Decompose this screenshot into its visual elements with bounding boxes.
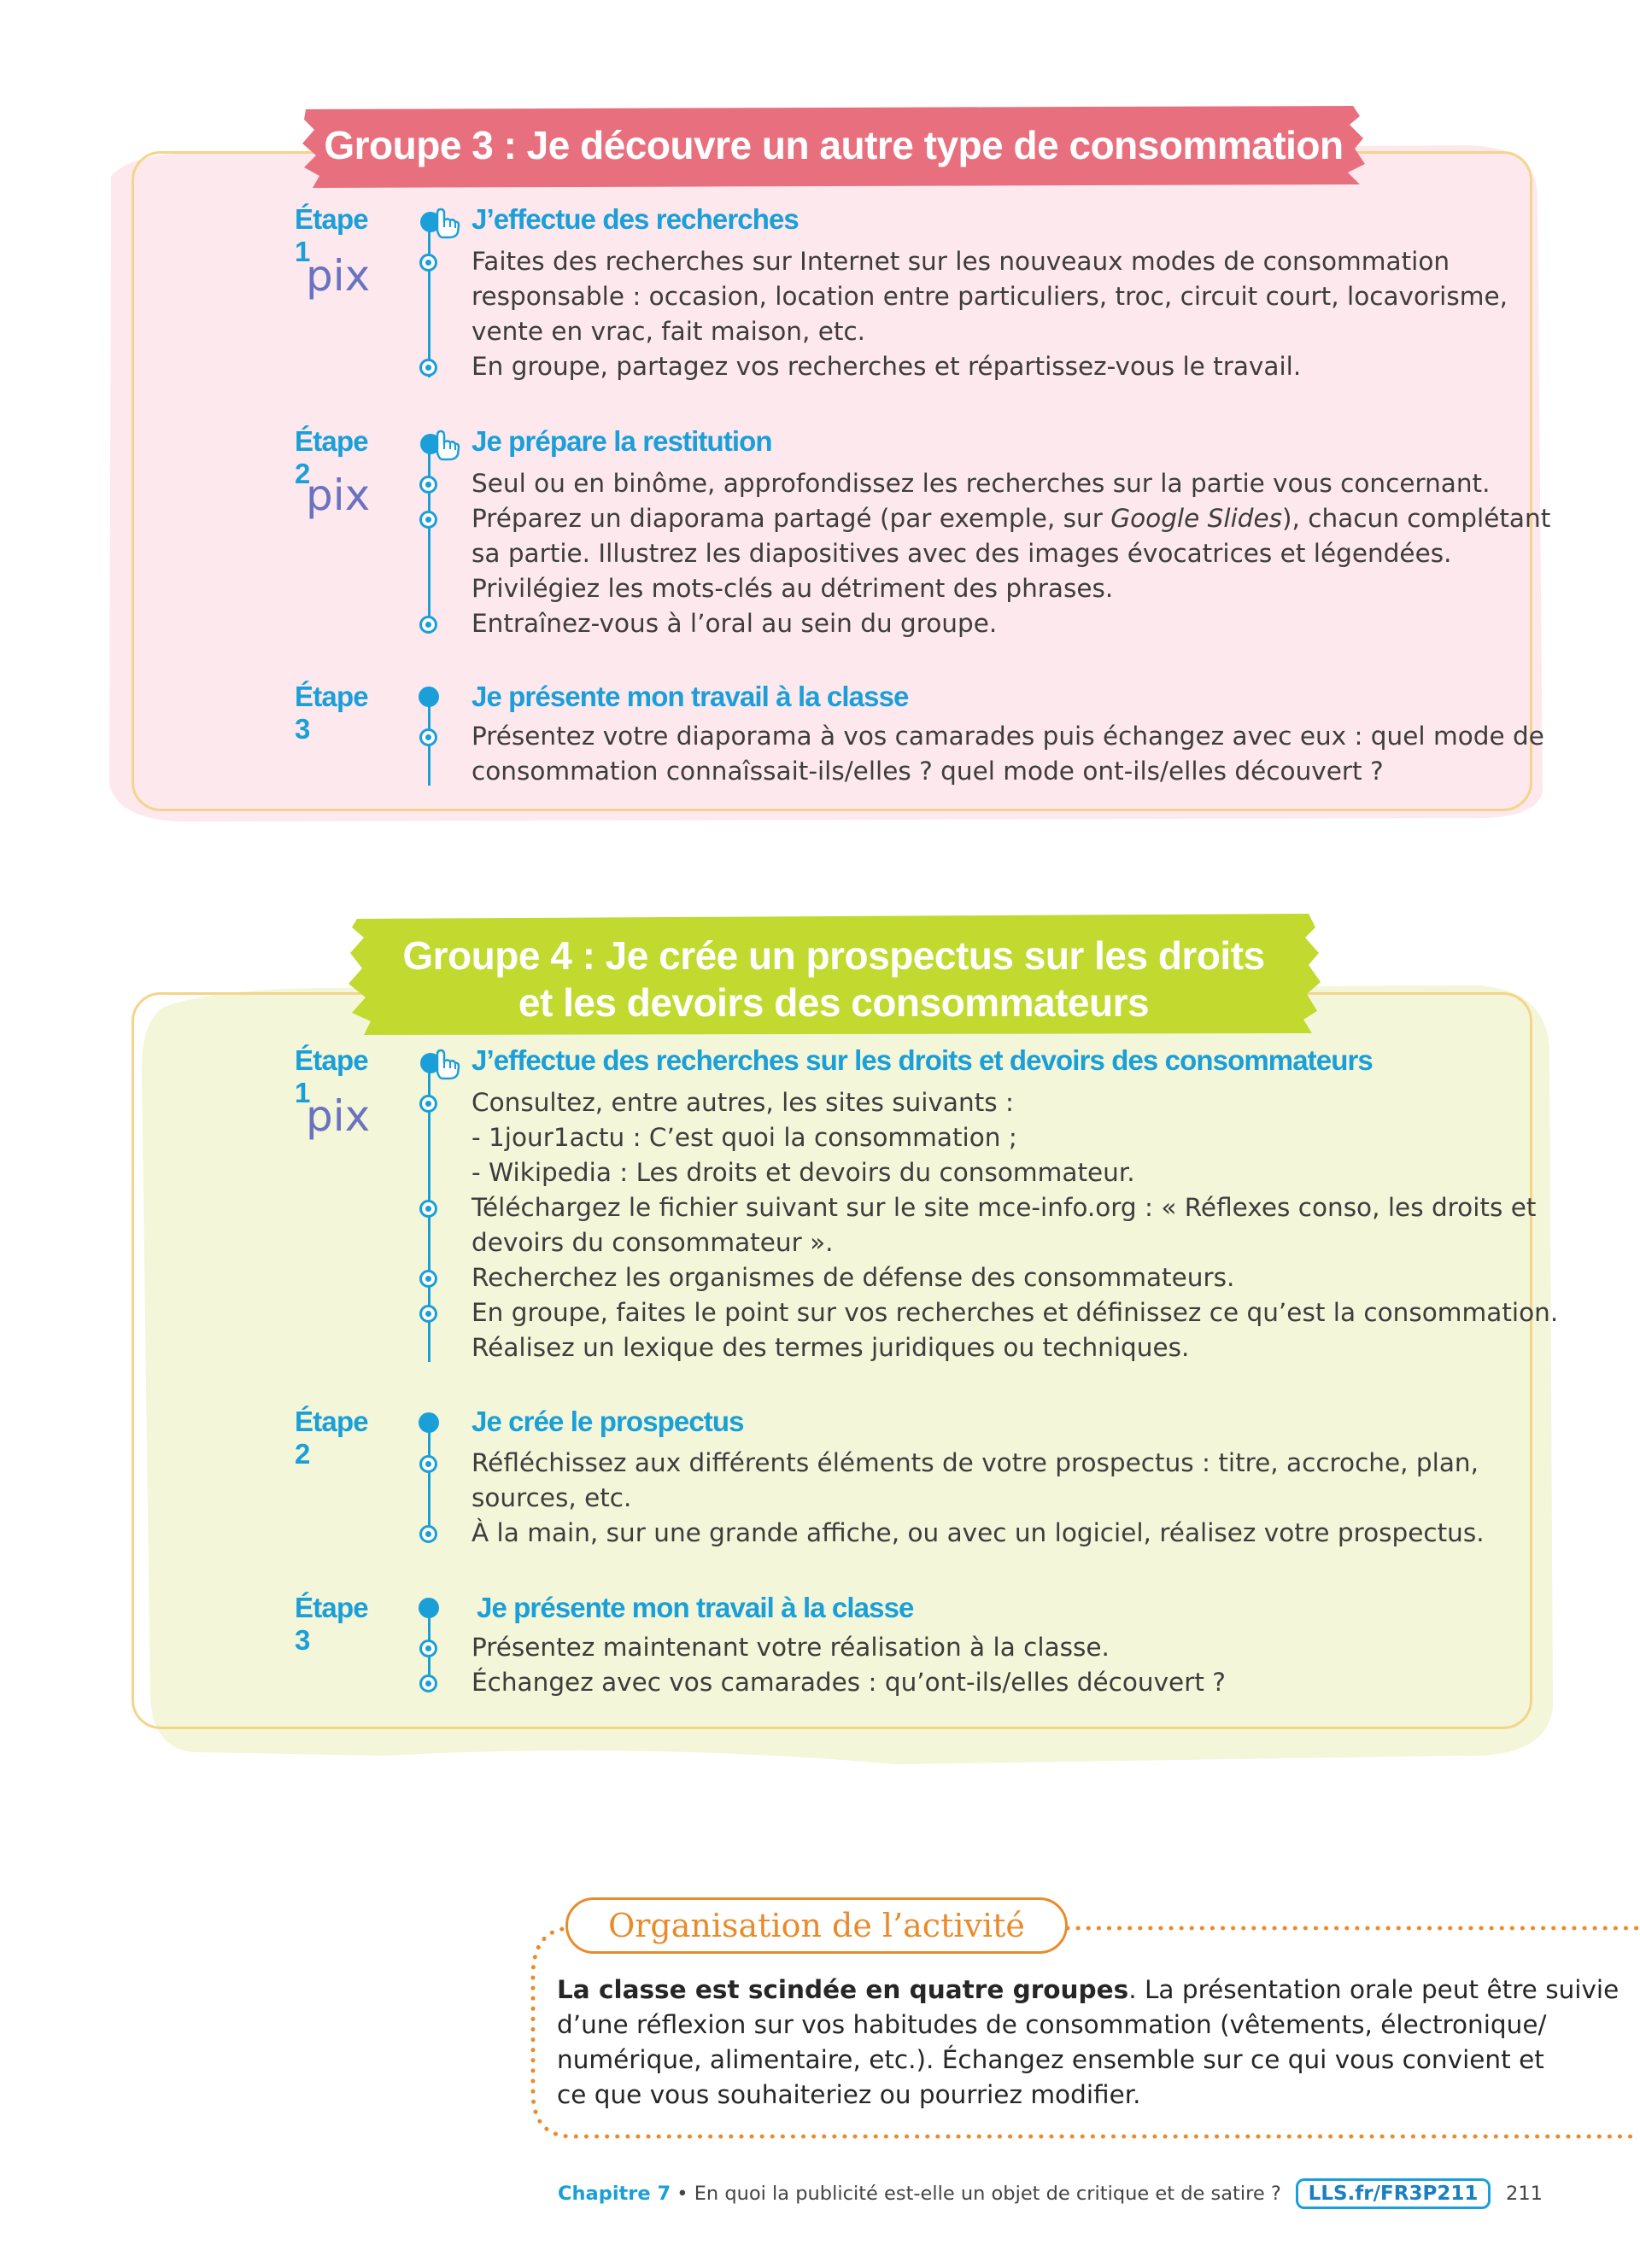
bullet-ring-icon (419, 1270, 437, 1288)
etape-label: Étape 1 (295, 203, 368, 267)
text-segment: . La présentation orale peut être suivie (1128, 1975, 1620, 2004)
pix-logo-text: pix (306, 1093, 371, 1141)
text-line: Entraînez-vous à l’oral au sein du groupe. (472, 609, 998, 638)
pix-logo-text: pix (306, 253, 371, 301)
bullet-ring-icon (419, 1455, 437, 1473)
etape-label: Étape 3 (295, 1592, 368, 1656)
timeline-line (428, 446, 430, 634)
text-line: sources, etc. (472, 1483, 632, 1512)
bullet-ring-icon (419, 511, 437, 529)
text-line: responsable : occasion, location entre particuliers, troc, circuit court, locavorisme, (472, 282, 1508, 311)
text-line: Présentez maintenant votre réalisation à la classe. (472, 1633, 1110, 1662)
organisation-line: numérique, alimentaire, etc.). Échangez ensemble sur ce qui vous convient et (557, 2045, 1544, 2074)
step-title: Je crée le prospectus (472, 1406, 744, 1437)
bullet-ring-icon (419, 728, 437, 746)
pix-logo-icon (306, 253, 383, 301)
text-line: sa partie. Illustrez les diapositives avec des images évocatrices et légendées. (472, 539, 1452, 568)
text-line: Seul ou en binôme, approfondissez les recherches sur la partie vous concernant. (472, 469, 1491, 498)
lls-link[interactable]: LLS.fr/FR3P211 (1296, 2178, 1491, 2209)
organisation-line (557, 1973, 1619, 2008)
etape-label: Étape 1 (295, 1044, 368, 1108)
bullet-ring-icon (419, 254, 437, 272)
bullet-ring-icon (419, 616, 437, 634)
bullet-ring-icon (419, 359, 437, 377)
text-line: Présentez votre diaporama à vos camarades puis échangez avec eux : quel mode de (472, 722, 1544, 751)
text-line: En groupe, partagez vos recherches et répartissez-vous le travail. (472, 352, 1302, 381)
text-line: Échangez avec vos camarades : qu’ont-ils/elles découvert ? (472, 1668, 1226, 1697)
bullet-ring-icon (419, 1200, 437, 1218)
text-line: - 1jour1actu : C’est quoi la consommation ; (472, 1123, 1017, 1152)
text-line: Consultez, entre autres, les sites suivants : (472, 1088, 1014, 1117)
bullet-ring-icon (419, 1525, 437, 1543)
group3-title: Groupe 3 : Je découvre un autre type de consommation (324, 123, 1344, 167)
organisation-title: Organisation de l’activité (565, 1897, 1068, 1954)
text-line: devoirs du consommateur ». (472, 1228, 834, 1257)
text-line: À la main, sur une grande affiche, ou avec un logiciel, réalisez votre prospectus. (472, 1518, 1485, 1547)
step-title: Je présente mon travail à la classe (477, 1592, 914, 1623)
timeline-dot-icon (419, 687, 439, 707)
text-segment: ), chacun complétant (1282, 504, 1551, 533)
separator: • (671, 2183, 694, 2205)
text-line: consommation connaîssait-ils/elles ? quel mode ont-ils/elles découvert ? (472, 757, 1384, 786)
bullet-ring-icon (419, 476, 437, 494)
organisation-bold-lead: La classe est scindée en quatre groupes (557, 1975, 1129, 2004)
group4-title-line-2: et les devoirs des consommateurs (518, 980, 1150, 1025)
chapter-label: Chapitre 7 (558, 2183, 671, 2205)
timeline-dot-icon (419, 1412, 439, 1433)
text-line: Téléchargez le fichier suivant sur le site mce-info.org : « Réflexes conso, les droits et (472, 1193, 1537, 1222)
text-line: - Wikipedia : Les droits et devoirs du consommateur. (472, 1158, 1135, 1187)
pointing-hand-icon (415, 427, 461, 461)
etape-label: Étape 2 (295, 425, 368, 489)
text-line (472, 501, 1550, 536)
text-line: En groupe, faites le point sur vos recherches et définissez ce qu’est la consommation. (472, 1298, 1559, 1327)
pix-logo-icon (306, 472, 383, 520)
italic-text: Google Slides (1110, 504, 1283, 533)
bullet-ring-icon (419, 1095, 437, 1113)
text-line: Réalisez un lexique des termes juridiques ou techniques. (472, 1333, 1190, 1362)
page-number: 211 (1506, 2183, 1543, 2205)
step-title: Je présente mon travail à la classe (472, 681, 909, 712)
timeline-dot-icon (419, 1598, 439, 1618)
text-line: Recherchez les organismes de défense des consommateurs. (472, 1263, 1235, 1292)
text-line: vente en vrac, fait maison, etc. (472, 317, 866, 346)
etape-label: Étape 2 (295, 1406, 368, 1470)
etape-label: Étape 3 (295, 681, 368, 745)
bullet-ring-icon (419, 1305, 437, 1323)
pointing-hand-icon (415, 205, 461, 239)
organisation-line: ce que vous souhaiteriez ou pourriez modifier. (557, 2080, 1141, 2109)
bullet-ring-icon (419, 1675, 437, 1692)
text-line: Privilégiez les mots-clés au détriment des phrases. (472, 574, 1114, 603)
step-title: J’effectue des recherches (472, 203, 799, 235)
step-title: Je prépare la restitution (472, 425, 772, 457)
timeline-line (428, 1424, 430, 1537)
pix-logo-icon (306, 1093, 383, 1141)
pix-logo-text: pix (306, 472, 371, 520)
timeline-line (428, 224, 430, 377)
pointing-hand-icon (415, 1046, 461, 1080)
step-title: J’effectue des recherches sur les droits et devoirs des consommateurs (472, 1044, 1373, 1076)
group4-title-line-1: Groupe 4 : Je crée un prospectus sur les droits (402, 933, 1265, 978)
footer-chapter (558, 2183, 1281, 2205)
text-segment: Préparez un diaporama partagé (par exemple, sur (472, 504, 1111, 533)
text-line: Réfléchissez aux différents éléments de votre prospectus : titre, accroche, plan, (472, 1448, 1479, 1477)
organisation-line: d’une réflexion sur vos habitudes de consommation (vêtements, électronique/ (557, 2010, 1547, 2039)
bullet-ring-icon (419, 1640, 437, 1657)
text-line: Faites des recherches sur Internet sur les nouveaux modes de consommation (472, 247, 1450, 276)
chapter-question: En quoi la publicité est-elle un objet de critique et de satire ? (694, 2183, 1281, 2205)
